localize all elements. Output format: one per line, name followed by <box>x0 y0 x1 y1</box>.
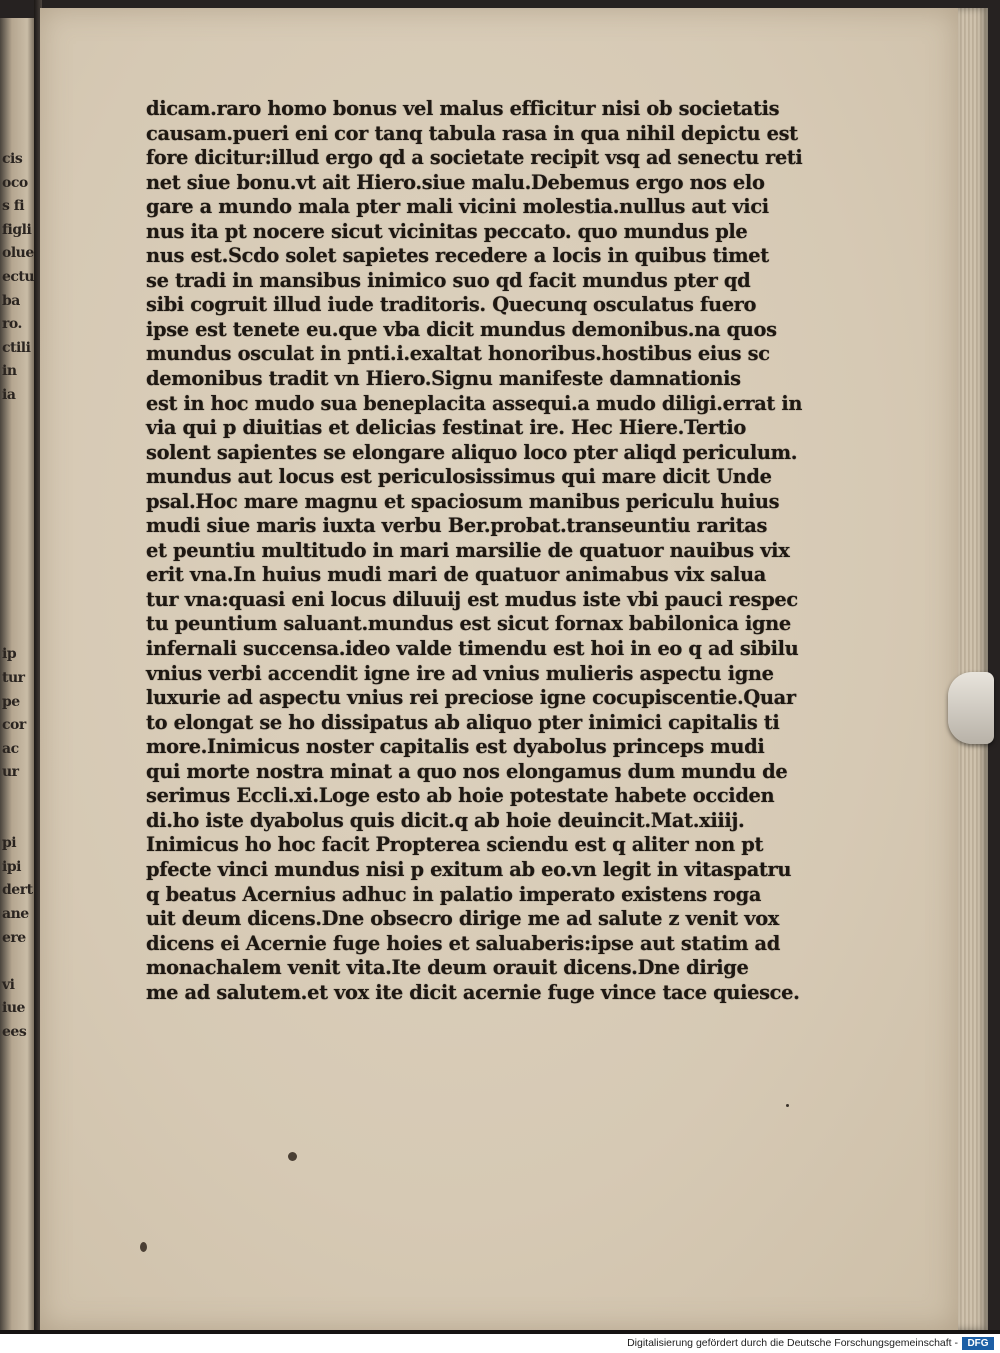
dfg-logo: DFG <box>962 1337 994 1350</box>
text-line: pfecte vinci mundus nisi p exitum ab eo.vn legit in vitaspatru <box>146 857 792 881</box>
text-line: nus est.Scdo solet sapietes recedere a locis in quibus timet <box>146 244 769 268</box>
text-line: demonibus tradit vn Hiero.Signu manifeste damnationis <box>146 367 741 391</box>
text-line: mundus aut locus est periculosissimus qui mare dicit Unde <box>146 465 772 489</box>
text-line: et peuntiu multitudo in mari marsilie de quatuor nauibus vix <box>146 538 790 562</box>
facing-page-fragment <box>2 549 34 573</box>
facing-page-fragment: ctili <box>2 339 31 356</box>
funding-credit: Digitalisierung gefördert durch die Deutsche Forschungsgemeinschaft - <box>627 1337 958 1349</box>
text-line: tu peuntium saluant.mundus est sicut fornax babilonica igne <box>146 612 791 636</box>
text-line: uit deum dicens.Dne obsecro dirige me ad salute z venit vox <box>146 907 779 931</box>
text-line: gare a mundo mala pter mali vicini molestia.nullus aut vici <box>146 195 769 219</box>
text-line: via qui p diuitias et delicias festinat ire. Hec Hiere.Tertio <box>146 416 746 440</box>
facing-page-fragment <box>2 596 34 620</box>
facing-page-fragment: in <box>2 363 17 380</box>
facing-page-fragment: cis <box>2 151 23 167</box>
text-line: sibi cogruit illud iude traditoris. Quecunq osculatus fuero <box>146 293 757 317</box>
text-line: erit vna.In huius mudi mari de quatuor animabus vix salua <box>146 563 767 587</box>
text-line: serimus Eccli.xi.Loge esto ab hoie potestate habete occiden <box>146 784 775 808</box>
paper-wormhole <box>288 1152 297 1161</box>
facing-page-fragment: ees <box>2 1023 27 1040</box>
facing-page-fragment <box>2 502 34 526</box>
text-line: causam.pueri eni cor tanq tabula rasa in qua nihil depictu est <box>146 121 798 145</box>
facing-page-fragment: ipi <box>2 858 21 875</box>
facing-page-fragment <box>2 620 34 644</box>
facing-page-fragment: ip <box>2 646 17 663</box>
text-line: more.Inimicus noster capitalis est dyabolus princeps mudi <box>146 735 765 759</box>
facing-page-fragment: figli <box>2 221 32 238</box>
facing-page-fragment: ac <box>2 740 19 757</box>
text-line: net siue bonu.vt ait Hiero.siue malu.Debemus ergo nos elo <box>146 170 765 194</box>
facing-page-fragment: olue <box>2 245 34 262</box>
text-line: mundus osculat in pnti.i.exaltat honoribus.hostibus eius sc <box>146 342 770 366</box>
text-line: infernali succensa.ideo valde timendu est hoi in eo q ad sibilu <box>146 637 799 661</box>
facing-page-fragment <box>2 455 34 479</box>
text-line: solent sapientes se elongare aliquo loco pter aliqd periculum. <box>146 440 798 464</box>
facing-page-fragment <box>2 573 34 597</box>
facing-page-fragment: s fi <box>2 198 25 215</box>
facing-page-fragment <box>2 408 34 432</box>
facing-page-fragment <box>2 950 34 974</box>
text-line: me ad salutem.et vox ite dicit acernie fuge vince tace quiesce. <box>146 980 800 1004</box>
facing-page-text-fragments <box>2 148 34 1045</box>
paper-wormhole <box>140 1242 147 1252</box>
facing-page-fragment: ectu <box>2 268 34 285</box>
facing-page-fragment: dert <box>2 882 33 899</box>
text-line: nus ita pt nocere sicut vicinitas peccato. quo mundus ple <box>146 219 748 243</box>
paper-speck <box>786 1104 789 1107</box>
text-line: tur vna:quasi eni locus diluuij est mudus iste vbi pauci respec <box>146 587 798 611</box>
text-line: fore dicitur:illud ergo qd a societate recipit vsq ad senectu reti <box>146 146 803 170</box>
facing-page-fragment: ane <box>2 906 29 922</box>
facing-page-fragment: iue <box>2 1000 25 1017</box>
printed-text-block <box>146 97 802 1005</box>
text-line: di.ho iste dyabolus quis dicit.q ab hoie deuincit.Mat.xiiij. <box>146 808 745 832</box>
text-line: mudi siue maris iuxta verbu Ber.probat.transeuntiu raritas <box>146 514 768 538</box>
text-line: luxurie ad aspectu vnius rei preciose igne cocupiscentie.Quar <box>146 686 796 710</box>
facing-page-fragment: cor <box>2 717 26 734</box>
facing-page-fragment <box>2 526 34 550</box>
facing-page-fragment: ba <box>2 292 20 309</box>
page-clip <box>948 672 994 744</box>
facing-page-fragment <box>2 809 34 833</box>
text-line: psal.Hoc mare magnu et spaciosum manibus periculu huius <box>146 489 780 513</box>
text-line: dicens ei Acernie fuge hoies et saluaberis:ipse aut statim ad <box>146 931 780 955</box>
text-line: se tradi in mansibus inimico suo qd facit mundus pter qd <box>146 268 751 292</box>
facing-page-fragment: pi <box>2 835 17 852</box>
text-line: vnius verbi accendit igne ire ad vnius mulieris aspectu igne <box>146 661 774 685</box>
text-line: Inimicus ho hoc facit Propterea sciendu est q aliter non pt <box>146 833 764 857</box>
facing-page-fragment: oco <box>2 174 28 191</box>
facing-page-fragment: vi <box>2 976 15 993</box>
text-line: qui morte nostra minat a quo nos elongamus dum mundu de <box>146 759 788 783</box>
text-line: ipse est tenete eu.que vba dicit mundus demonibus.na quos <box>146 317 777 341</box>
facing-page-edge <box>0 18 34 1330</box>
text-line: to elongat se ho dissipatus ab aliquo pter inimici capitalis ti <box>146 710 780 734</box>
page-stack-edge <box>958 8 988 1330</box>
facing-page-fragment <box>2 431 34 455</box>
text-line: monachalem venit vita.Ite deum orauit dicens.Dne dirige <box>146 956 749 980</box>
text-line: est in hoc mudo sua beneplacita assequi.a mudo diligi.errat in <box>146 391 803 415</box>
facing-page-fragment: ur <box>2 764 19 781</box>
facing-page-fragment: ia <box>2 386 16 403</box>
facing-page-fragment <box>2 478 34 502</box>
text-line: q beatus Acernius adhuc in palatio imperato existens roga <box>146 882 762 906</box>
facing-page-fragment: pe <box>2 693 20 710</box>
text-line: dicam.raro homo bonus vel malus efficitur nisi ob societatis <box>146 97 780 120</box>
facing-page-fragment: ere <box>2 929 26 946</box>
facing-page-fragment <box>2 785 34 809</box>
facing-page-fragment: tur <box>2 670 25 687</box>
facing-page-fragment: ro. <box>2 316 22 333</box>
